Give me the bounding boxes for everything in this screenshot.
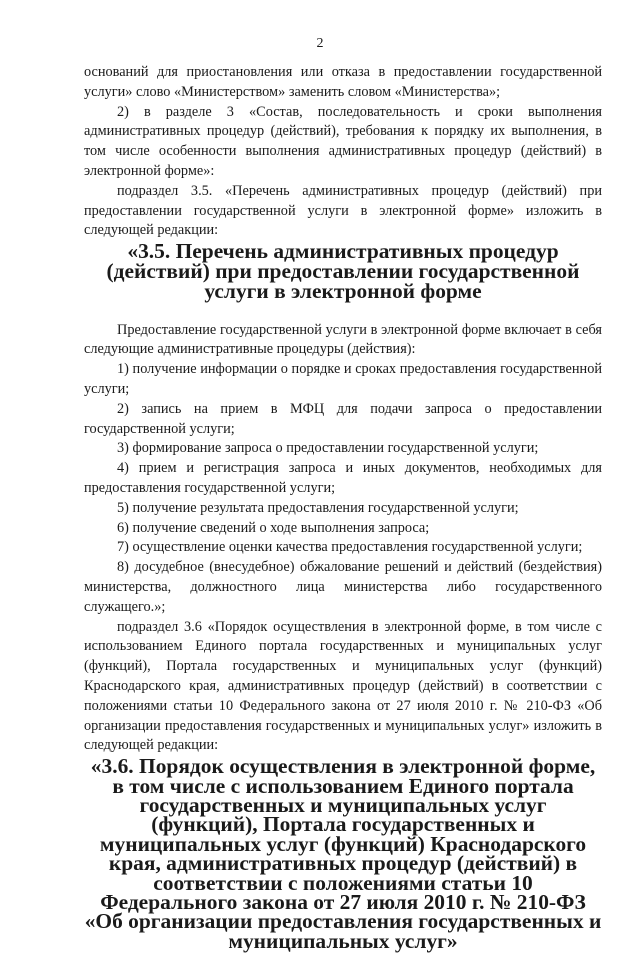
- list-item: 4) прием и регистрация запроса и иных документов, необходимых для предоставления государственной услуги;: [84, 460, 602, 496]
- paragraph-subsection-3-6-instruction: подраздел 3.6 «Порядок осуществления в электронной форме, в том числе с использованием Единого портала государственных и муниципальных услуг (функций), Портала государственных и муниципальных услуг (функций) Краснодарского края, административных процедур (действий) в соответствии с положениями статьи 10 Федерального закона от 27 июля 2010 г. № 210-ФЗ «Об организации предоставления государственных и муниципальных услуг» изложить в следующей редакции:: [84, 618, 602, 754]
- list-item: 3) формирование запроса о предоставлении государственной услуги;: [117, 440, 539, 457]
- document-body: [84, 63, 602, 951]
- list-item: 8) досудебное (внесудебное) обжалование решений и действий (бездействия) министерства, должностного лица министерства либо государственного служащего.»;: [84, 559, 602, 615]
- heading-section-3-5: «3.5. Перечень административных процедур (действий) при предоставлении государственной услуги в электронной форме: [106, 239, 580, 303]
- paragraph-continuation: оснований для приостановления или отказа в предоставлении государственной услуги» слово «Министерством» заменить словом «Министерства»;: [84, 64, 602, 100]
- list-item: 1) получение информации о порядке и сроках предоставления государственной услуги;: [84, 361, 602, 397]
- heading-section-3-6: «3.6. Порядок осуществления в электронной форме, в том числе с использованием Единого портала государственных и муниципальных услуг (функций), Портала государственных и муниципальных услуг (функций) Краснодарского края, административных процедур (действий) в соответствии с положениями статьи 10 Федерального закона от 27 июля 2010 г. № 210-ФЗ «Об организации предоставления государственных и муниципальных услуг»: [84, 754, 602, 953]
- paragraph-section-3: 2) в разделе 3 «Состав, последовательность и сроки выполнения административных процедур (действий), требования к порядку их выполнения, в том числе особенности выполнения административных процедур (действий) в электронной форме»:: [84, 103, 602, 179]
- list-item: 7) осуществление оценки качества предоставления государственной услуги;: [117, 539, 583, 556]
- list-item: 2) запись на прием в МФЦ для подачи запроса о предоставлении государственной услуги;: [84, 400, 602, 437]
- paragraph-subsection-3-5-instruction: подраздел 3.5. «Перечень административных процедур (действий) при предоставлении государственной услуги в электронной форме» изложить в следующей редакции:: [84, 182, 602, 239]
- list-item: 6) получение сведений о ходе выполнения запроса;: [117, 519, 430, 536]
- page-number: 2: [316, 36, 324, 51]
- paragraph-procedures-intro: Предоставление государственной услуги в электронной форме включает в себя следующие административные процедуры (действия):: [84, 321, 602, 358]
- list-item: 5) получение результата предоставления государственной услуги;: [117, 499, 519, 516]
